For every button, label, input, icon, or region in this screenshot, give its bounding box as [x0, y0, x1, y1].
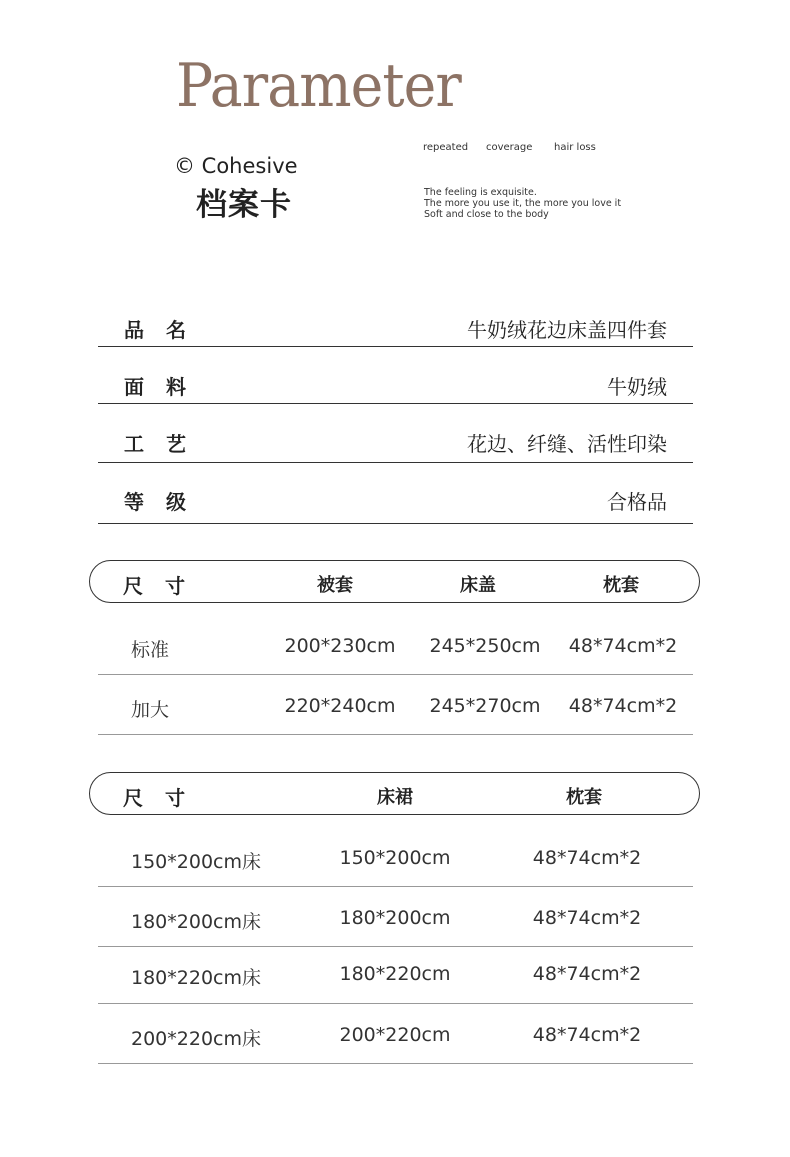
info-label: 等级 — [124, 490, 208, 514]
info-value: 合格品 — [607, 490, 667, 514]
cell: 200*220cm — [339, 1024, 451, 1046]
cell: 48*74cm*2 — [532, 963, 642, 985]
tag-coverage: coverage — [486, 142, 533, 153]
table-row — [98, 887, 693, 947]
tag-repeated: repeated — [423, 142, 469, 153]
size-table-2-header — [89, 772, 700, 815]
info-value: 牛奶绒花边床盖四件套 — [467, 318, 667, 342]
cell: 180*220cm — [339, 963, 451, 985]
table-row — [98, 615, 693, 675]
tagline-1: The feeling is exquisite. — [424, 187, 537, 198]
cell: 48*74cm*2 — [532, 847, 642, 869]
size-table-1-header — [89, 560, 700, 603]
cell: 220*240cm — [284, 695, 396, 717]
card-title: 档案卡 — [196, 187, 292, 223]
cell: 48*74cm*2 — [568, 635, 678, 657]
info-value: 牛奶绒 — [607, 375, 667, 399]
info-row-craft — [98, 404, 693, 463]
row-name: 150*200cm床 — [131, 851, 261, 873]
table-row — [98, 947, 693, 1004]
column-header: 被套 — [317, 575, 353, 596]
info-label: 工艺 — [124, 432, 208, 456]
brand-name: © Cohesive — [174, 154, 298, 178]
row-name: 180*200cm床 — [131, 911, 261, 933]
column-header: 枕套 — [603, 575, 639, 596]
row-name: 180*220cm床 — [131, 967, 261, 989]
column-header: 床盖 — [460, 575, 496, 596]
size-label: 尺寸 — [123, 786, 207, 810]
column-header: 枕套 — [566, 787, 602, 808]
tag-hair-loss: hair loss — [554, 142, 596, 153]
table-row — [98, 1004, 693, 1064]
cell: 245*250cm — [429, 635, 541, 657]
info-value: 花边、纤缝、活性印染 — [467, 432, 667, 456]
cell: 150*200cm — [339, 847, 451, 869]
tagline-2: The more you use it, the more you love it — [424, 198, 622, 209]
cell: 245*270cm — [429, 695, 541, 717]
row-name: 标准 — [131, 639, 170, 661]
cell: 48*74cm*2 — [532, 907, 642, 929]
info-row-fabric — [98, 347, 693, 404]
cell: 200*230cm — [284, 635, 396, 657]
info-row-grade — [98, 463, 693, 524]
info-label: 品名 — [124, 318, 208, 342]
info-row-name — [98, 300, 693, 347]
tagline-3: Soft and close to the body — [424, 209, 549, 220]
cell: 48*74cm*2 — [568, 695, 678, 717]
cell: 180*200cm — [339, 907, 451, 929]
info-label: 面料 — [124, 375, 208, 399]
size-label: 尺寸 — [123, 574, 207, 598]
row-name: 加大 — [131, 699, 170, 721]
row-name: 200*220cm床 — [131, 1028, 261, 1050]
page-title: Parameter — [176, 51, 461, 121]
column-header: 床裙 — [377, 787, 413, 808]
cell: 48*74cm*2 — [532, 1024, 642, 1046]
table-row — [98, 827, 693, 887]
table-row — [98, 675, 693, 735]
